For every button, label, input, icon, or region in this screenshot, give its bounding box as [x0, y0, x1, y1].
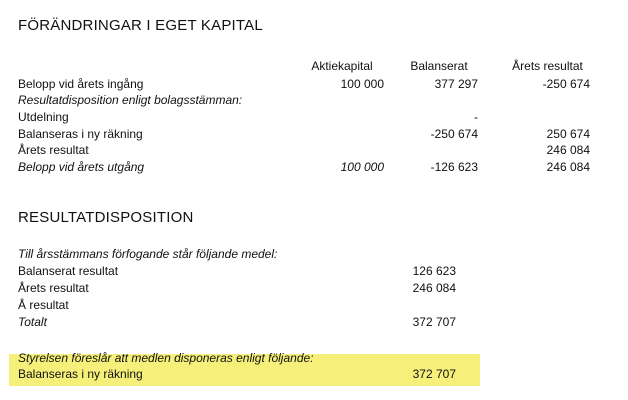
column-header-balanserat: Balanserat — [410, 59, 468, 73]
cell-value: 372 707 — [412, 315, 456, 329]
row-label-resolution: Resultatdisposition enligt bolagsstämman: — [18, 93, 243, 107]
cell-value: 246 084 — [412, 281, 456, 295]
cell-value: 377 297 — [434, 77, 478, 91]
proposal-text: Styrelsen föreslår att medlen disponeras enligt följande: — [18, 351, 314, 365]
row-label-total: Totalt — [18, 315, 47, 329]
column-header-arets-resultat: Årets resultat — [512, 59, 583, 73]
cell-value: 246 084 — [546, 143, 590, 157]
cell-value: 250 674 — [546, 127, 590, 141]
cell-value: -250 674 — [430, 127, 478, 141]
row-label-opening-balance: Belopp vid årets ingång — [18, 77, 144, 91]
row-label-year-result: Årets resultat — [18, 143, 89, 157]
row-label-a-resultat: Å resultat — [18, 298, 69, 312]
cell-value: - — [474, 110, 478, 124]
row-label-closing-balance: Belopp vid årets utgång — [18, 160, 145, 174]
cell-value: 372 707 — [412, 367, 456, 381]
intro-text: Till årsstämmans förfogande står följande medel: — [18, 247, 278, 261]
cell-value: 126 623 — [412, 264, 456, 278]
row-label-proposal: Balanseras i ny räkning — [18, 367, 143, 381]
cell-value: 100 000 — [340, 77, 384, 91]
row-label-year-result-2: Årets resultat — [18, 281, 89, 295]
cell-value: 246 084 — [546, 160, 590, 174]
section-title-profit-allocation: RESULTATDISPOSITION — [18, 209, 194, 226]
section-title-equity-changes: FÖRÄNDRINGAR I EGET KAPITAL — [18, 17, 263, 34]
column-header-aktiekapital: Aktiekapital — [311, 59, 373, 73]
row-label-carried-forward: Balanseras i ny räkning — [18, 127, 143, 141]
cell-value: -126 623 — [430, 160, 478, 174]
row-label-dividend: Utdelning — [18, 110, 69, 124]
cell-value: -250 674 — [542, 77, 590, 91]
cell-value: 100 000 — [340, 160, 384, 174]
row-label-retained: Balanserat resultat — [18, 264, 119, 278]
